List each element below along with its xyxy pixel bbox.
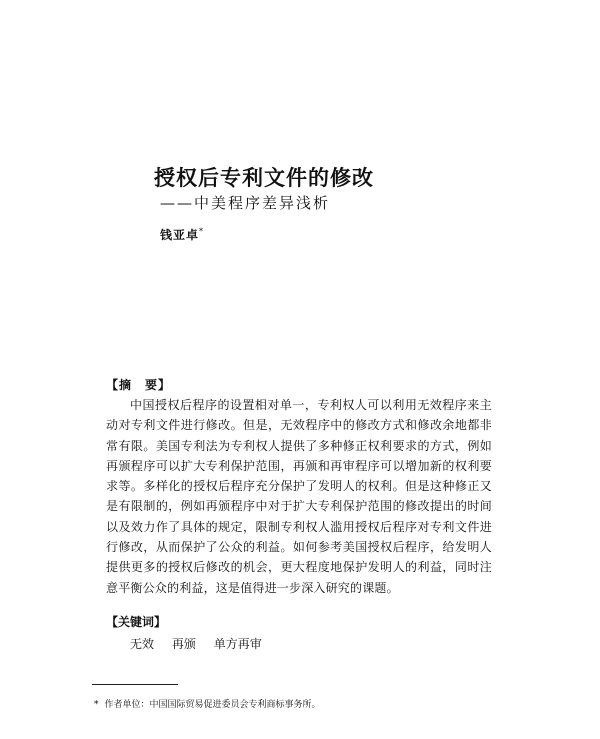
author-name: 钱亚卓 [160, 228, 200, 242]
footnote-text: 作者单位：中国国际贸易促进委员会专利商标事务所。 [104, 700, 321, 710]
article-subtitle: ——中美程序差异浅析 [160, 194, 331, 212]
keywords-heading: 【关键词】 [106, 615, 167, 629]
author-footnote-mark: * [199, 227, 205, 236]
keyword-item: 单方再审 [213, 637, 262, 651]
keyword-item: 无效 [130, 637, 155, 651]
author-line [160, 226, 204, 243]
article-title: 授权后专利文件的修改 [154, 165, 374, 190]
footnote [94, 697, 321, 710]
abstract-text: 中国授权后程序的设置相对单一，专利权人可以利用无效程序来主动对专利文件进行修改。但是，无效程序中的修改方式和修改余地都非常有限。美国专利法为专利权人提供了多种修正权利要求的方式，例如再颁程序可以扩大专利保护范围，再颁和再审程序可以增加新的权利要求等。多样化的授权后程序充分保护了发明人的权利。但是这种修正又是有限制的，例如再颁程序中对于扩大专利保护范围的修改提出的时间以及效力作了具体的规定，限制专利权人滥用授权后程序对专利文件进行修改，从而保护了公众的利益。如何参考美国授权后程序，给发明人提供更多的授权后修改的机会，更大程度地保护发明人的利益，同时注意平衡公众的利益，这是值得进一步深入研究的课题。 [106, 398, 492, 595]
footnote-mark: * [94, 700, 99, 710]
abstract-heading: 【摘 要】 [106, 378, 172, 392]
keyword-item: 再颁 [171, 637, 196, 651]
keywords-list [130, 635, 276, 652]
footnote-divider [92, 684, 178, 685]
